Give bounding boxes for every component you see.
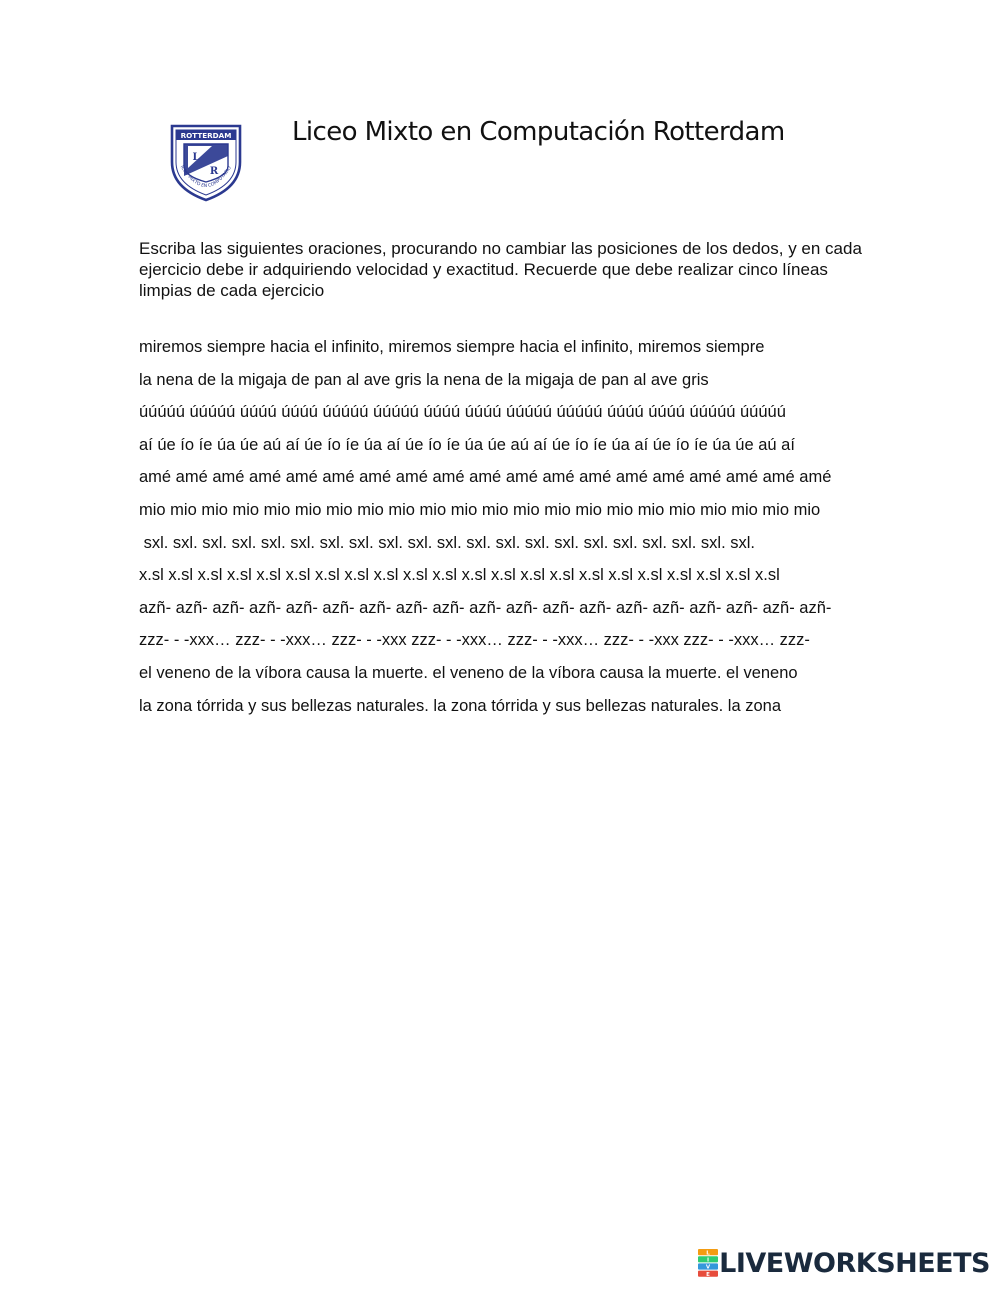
svg-text:V: V [706,1264,711,1271]
svg-text:E: E [706,1271,711,1278]
page-title: Liceo Mixto en Computación Rotterdam [292,117,785,147]
exercise-line: el veneno de la víbora causa la muerte. el veneno de la víbora causa la muerte. el veneno [139,663,798,682]
exercise-line: zzz- - -xxx… zzz- - -xxx… zzz- - -xxx zzz- - -xxx… zzz- - -xxx… zzz- - -xxx zzz- - -xxx… zzz- [139,631,810,650]
logo-letter-r: R [209,166,219,177]
exercise-line: amé amé amé amé amé amé amé amé amé amé amé amé amé amé amé amé amé amé amé [139,468,832,487]
svg-text:I: I [707,1257,710,1264]
svg-text:L: L [706,1250,710,1257]
logo-top-text: ROTTERDAM [180,131,232,140]
exercise-line: úúúúú úúúúú úúúú úúúú úúúúú úúúúú úúúú úúúú úúúúú úúúúú úúúú úúúú úúúúú úúúúú [139,403,786,422]
exercise-line: azñ- azñ- azñ- azñ- azñ- azñ- azñ- azñ- azñ- azñ- azñ- azñ- azñ- azñ- azñ- azñ- azñ- azñ- azñ- [139,598,832,617]
school-logo [166,122,246,202]
exercise-line: aí úe ío íe úa úe aú aí úe ío íe úa aí úe ío íe úa úe aú aí úe ío íe úa aí úe ío íe úa úe aú aí [139,435,795,454]
logo-arc-text: ICEO MIXTO EN COMPUTACIO [178,164,233,190]
logo-letter-l: L [192,152,200,163]
exercise-line: sxl. sxl. sxl. sxl. sxl. sxl. sxl. sxl. sxl. sxl. sxl. sxl. sxl. sxl. sxl. sxl. sxl. sxl. sxl. sxl. sxl. [139,533,756,552]
live-badge-icon [697,1248,719,1278]
brand-name: LIVEWORKSHEETS [719,1247,990,1279]
exercise-list [139,335,879,726]
exercise-line: miremos siempre hacia el infinito, miremos siempre hacia el infinito, miremos siempre [139,338,765,356]
exercise-line: x.sl x.sl x.sl x.sl x.sl x.sl x.sl x.sl x.sl x.sl x.sl x.sl x.sl x.sl x.sl x.sl x.sl x.sl x.sl x.sl x.sl x.sl [139,566,780,585]
exercise-line: mio mio mio mio mio mio mio mio mio mio mio mio mio mio mio mio mio mio mio mio mio mio [139,500,821,519]
instructions-text: Escriba las siguientes oraciones, procurando no cambiar las posiciones de los dedos, y en cada ejercicio debe ir adquiriendo velocidad y exactitud. Recuerde que debe realizar cinco líneas limpias de cada ejercicio [139,239,862,300]
exercise-line: la nena de la migaja de pan al ave gris la nena de la migaja de pan al ave gris [139,370,709,389]
liveworksheets-logo [697,1247,990,1279]
exercise-line: la zona tórrida y sus bellezas naturales. la zona tórrida y sus bellezas naturales. la zona [139,696,782,715]
